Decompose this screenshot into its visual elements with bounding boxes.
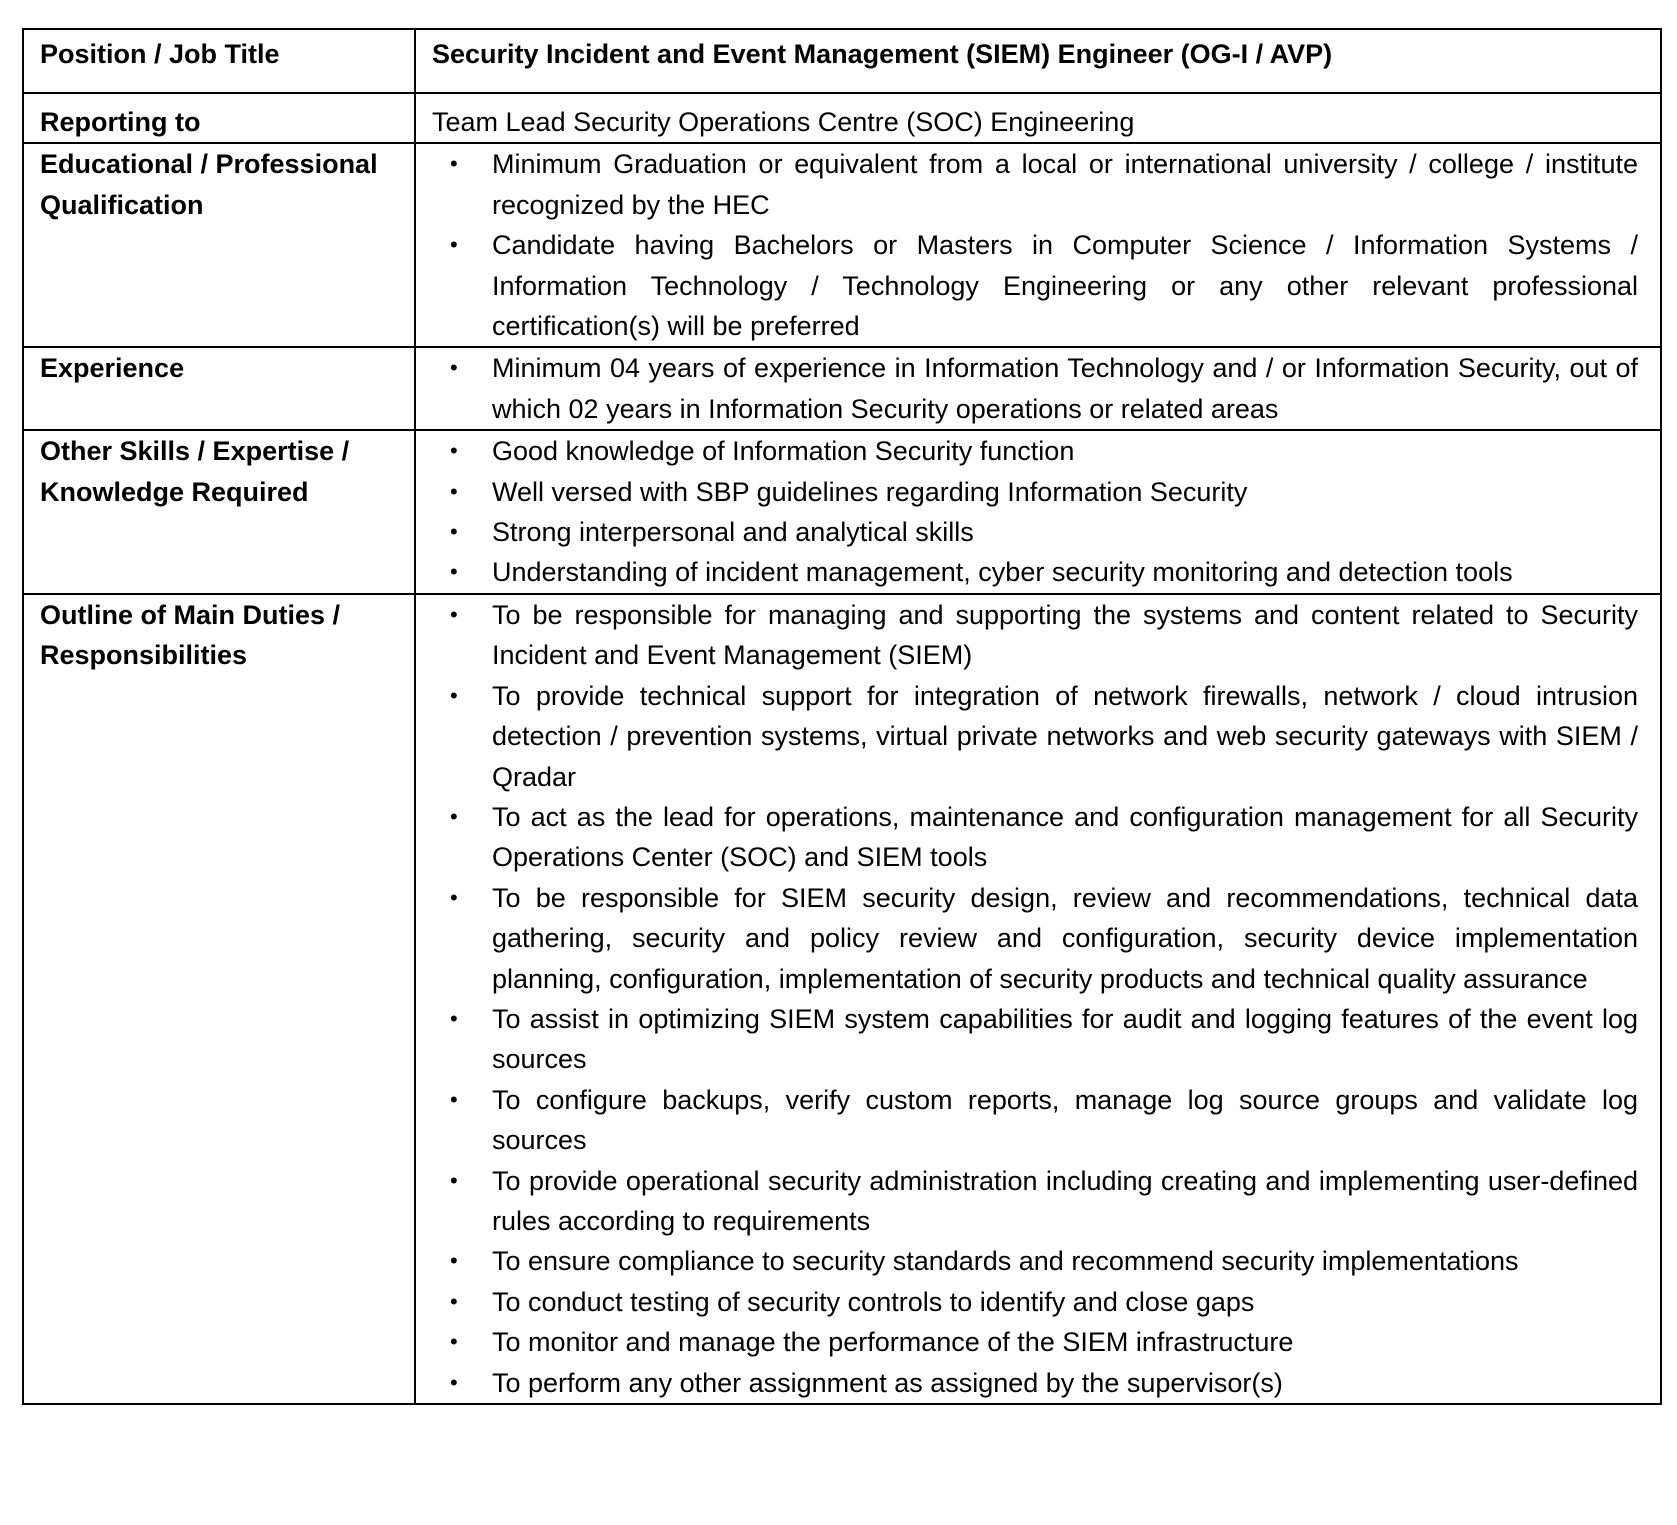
bullet-icon: • (450, 478, 458, 504)
list-item (432, 225, 1638, 346)
bullet-icon: • (450, 559, 458, 585)
list-item-text: To provide operational security administration including creating and implementing user-defined rules according to requirements (492, 1165, 1638, 1236)
skills-list (432, 431, 1638, 593)
label-position: Position / Job Title (23, 29, 415, 93)
list-item (432, 552, 1638, 592)
list-item (432, 1363, 1638, 1403)
list-item (432, 512, 1638, 552)
list-item-text: To be responsible for managing and supporting the systems and content related to Security Incident and Event Management (SIEM) (492, 599, 1638, 671)
job-description-table (22, 28, 1662, 1405)
value-experience (415, 347, 1661, 430)
list-item-text: Minimum Graduation or equivalent from a local or international university / college / institute recognized by the HEC (492, 149, 1638, 220)
bullet-icon: • (450, 1329, 458, 1355)
value-qualification (415, 143, 1661, 347)
bullet-icon: • (450, 1086, 458, 1112)
list-item-text: Understanding of incident management, cyber security monitoring and detection tools (492, 557, 1513, 588)
list-item-text: To be responsible for SIEM security design, review and recommendations, technical data gathering, security and policy review and configuration, security device implementation planning, configuration, implementation of security products and technical quality assurance (492, 882, 1638, 994)
label-duties: Outline of Main Duties / Responsibilities (23, 594, 415, 1404)
list-item (432, 1161, 1638, 1242)
list-item-text: Well versed with SBP guidelines regarding Information Security (492, 476, 1248, 507)
label-experience: Experience (23, 347, 415, 430)
list-item (432, 1322, 1638, 1362)
list-item-text: Good knowledge of Information Security function (492, 436, 1075, 467)
list-item (432, 676, 1638, 797)
value-position: Security Incident and Event Management (SIEM) Engineer (OG-I / AVP) (415, 29, 1661, 93)
bullet-icon: • (450, 803, 458, 829)
list-item (432, 1080, 1638, 1161)
list-item (432, 472, 1638, 512)
experience-list (432, 348, 1638, 429)
qualification-list (432, 144, 1638, 346)
label-qualification: Educational / Professional Qualification (23, 143, 415, 347)
row-skills (23, 430, 1661, 594)
bullet-icon: • (450, 1288, 458, 1314)
bullet-icon: • (450, 232, 458, 258)
row-qualification (23, 143, 1661, 347)
list-item-text: To conduct testing of security controls to identify and close gaps (492, 1286, 1255, 1317)
list-item-text: Candidate having Bachelors or Masters in Computer Science / Information Systems / Information Technology / Technology Engineering or any other relevant professional certification(s) will be preferred (492, 230, 1638, 342)
list-item (432, 878, 1638, 999)
list-item (432, 595, 1638, 676)
list-item (432, 1282, 1638, 1322)
list-item-text: To perform any other assignment as assigned by the supervisor(s) (492, 1367, 1283, 1398)
job-description-page (22, 28, 1660, 1405)
list-item-text: To configure backups, verify custom reports, manage log source groups and validate log sources (492, 1084, 1638, 1156)
bullet-icon: • (450, 355, 458, 381)
label-skills: Other Skills / Expertise / Knowledge Required (23, 430, 415, 594)
value-duties (415, 594, 1661, 1404)
bullet-icon: • (450, 438, 458, 464)
row-reporting-to (23, 93, 1661, 143)
row-position (23, 29, 1661, 93)
list-item-text: Strong interpersonal and analytical skills (492, 517, 974, 548)
bullet-icon: • (450, 1005, 458, 1031)
list-item (432, 999, 1638, 1080)
list-item-text: To monitor and manage the performance of the SIEM infrastructure (492, 1327, 1294, 1358)
list-item-text: To assist in optimizing SIEM system capabilities for audit and logging features of the event log sources (492, 1003, 1638, 1075)
bullet-icon: • (450, 151, 458, 177)
list-item-text: Minimum 04 years of experience in Information Technology and / or Information Security, out of which 02 years in Information Security operations or related areas (492, 353, 1638, 424)
list-item (432, 1241, 1638, 1281)
list-item-text: To ensure compliance to security standards and recommend security implementations (492, 1246, 1519, 1277)
list-item (432, 144, 1638, 225)
bullet-icon: • (450, 519, 458, 545)
bullet-icon: • (450, 1248, 458, 1274)
bullet-icon: • (450, 682, 458, 708)
label-reporting-to: Reporting to (23, 93, 415, 143)
duties-list (432, 595, 1638, 1403)
value-skills (415, 430, 1661, 594)
row-experience (23, 347, 1661, 430)
bullet-icon: • (450, 884, 458, 910)
list-item (432, 348, 1638, 429)
list-item-text: To act as the lead for operations, maintenance and configuration management for all Security Operations Center (SOC) and SIEM tools (492, 801, 1638, 873)
value-reporting-to: Team Lead Security Operations Centre (SOC) Engineering (415, 93, 1661, 143)
bullet-icon: • (450, 601, 458, 627)
list-item-text: To provide technical support for integration of network firewalls, network / cloud intrusion detection / prevention systems, virtual private networks and web security gateways with SIEM / Qradar (492, 680, 1638, 792)
bullet-icon: • (450, 1167, 458, 1193)
bullet-icon: • (450, 1369, 458, 1395)
list-item (432, 431, 1638, 471)
list-item (432, 797, 1638, 878)
row-duties (23, 594, 1661, 1404)
